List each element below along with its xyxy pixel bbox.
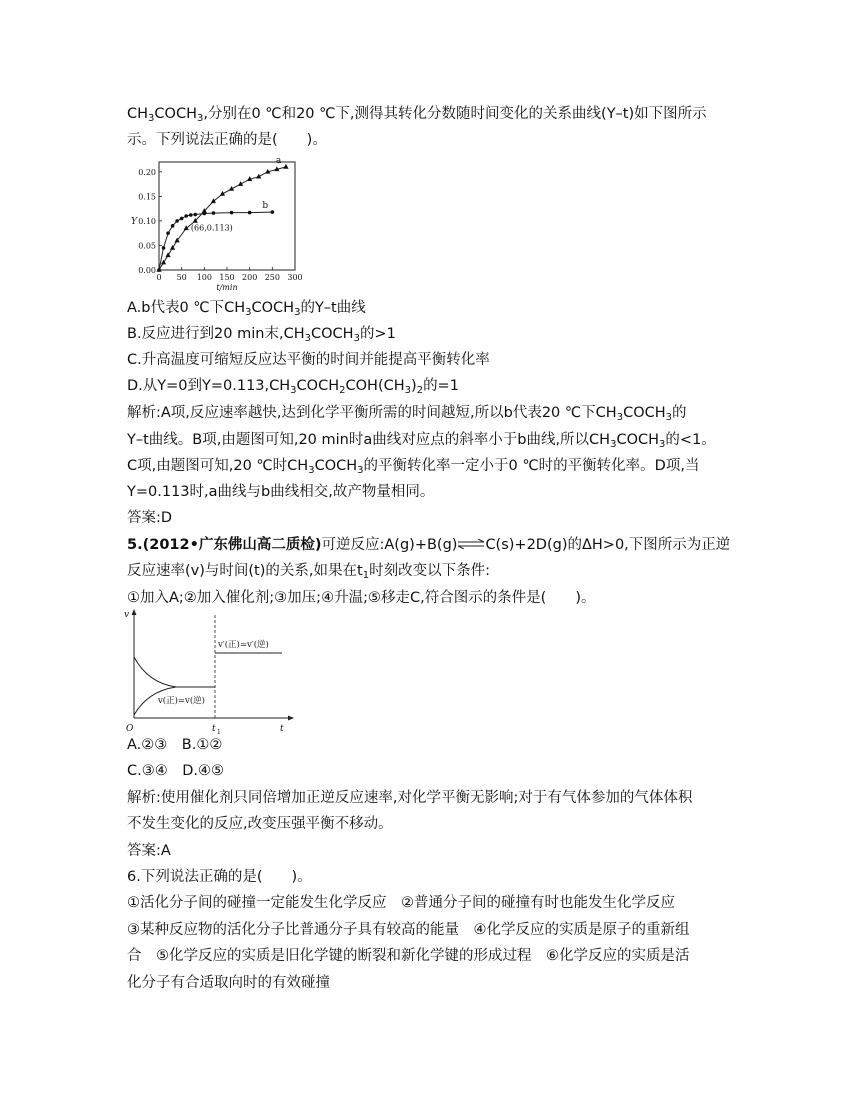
- q4-stem-line-2: 示。下列说法正确的是( )。: [127, 132, 327, 148]
- x-tick-label: 150: [219, 273, 235, 282]
- equilibrium-label-after: v′(正)=v′(逆): [218, 640, 269, 650]
- q4-option-d: D.从Y=0到$Y=0.113,CH_3COCH_2COH(CH_3)_2$的=1: [127, 378, 459, 396]
- x-tick-label: 250: [264, 273, 280, 282]
- q4-analysis-line-3: C项,由题图可知,20 ℃时$CH_3COCH_3$的平衡转化率一定小于0 ℃时的平衡转化率。D项,当: [127, 458, 700, 476]
- x-tick-label: 0: [156, 273, 162, 282]
- q4-answer: 答案:D: [127, 510, 173, 526]
- y-tick-label: 0.00: [138, 266, 156, 275]
- intersection-annotation: (66,0.113): [190, 223, 233, 233]
- t-axis-label: t: [280, 724, 284, 734]
- q4-analysis-line-2: Y–t曲线。B项,由题图可知,20 min时a曲线对应点的斜率小于b曲线,所以$CH_3COCH_3$的<1。: [127, 432, 716, 450]
- rate-time-chart: [122, 607, 297, 737]
- series-a-label: a: [275, 156, 282, 166]
- y-axis-label: Y: [131, 216, 137, 227]
- q5-options-line-1: A.②③ B.①②: [127, 737, 223, 753]
- v-axis-label: v: [124, 610, 130, 620]
- series-b-point: [212, 211, 216, 215]
- series-a-point: [184, 225, 189, 230]
- t1-label: t: [212, 724, 216, 734]
- x-tick-label: 100: [196, 273, 212, 282]
- t1-subscript: 1: [217, 729, 221, 736]
- y-tick-label: 0.05: [138, 241, 156, 251]
- series-b-point: [175, 219, 179, 223]
- series-b-point: [162, 246, 166, 250]
- plot-frame: [159, 162, 295, 270]
- x-tick-label: 200: [242, 273, 258, 282]
- equilibrium-label-before: v(正)=v(逆): [158, 696, 205, 706]
- y-tick-label: 0.20: [138, 167, 156, 177]
- q6-stem: 6.下列说法正确的是( )。: [127, 869, 312, 885]
- series-b-point: [166, 231, 170, 235]
- series-b-point: [189, 213, 193, 217]
- q4-stem-line-1: $CH_3COCH_3$,分别在0 ℃和20 ℃下,测得其转化分数随时间变化的关系曲线(Y–t)如下图所示: [127, 106, 707, 124]
- series-b-point: [271, 210, 275, 214]
- y-tick-label: 0.10: [138, 216, 156, 226]
- conversion-curve-chart: [127, 156, 307, 296]
- q5-stem-line-1: 5.(2012•广东佛山高二质检)可逆反应:A(g)+B(g) C(s)+2D(g)的ΔH>0,下图所示为正逆: [127, 537, 731, 553]
- q4-option-b: B.反应进行到20 min末$,CH_3COCH_3$的>1: [127, 326, 396, 344]
- q5-stem-line-3: ①加入A;②加入催化剂;③加压;④升温;⑤移走C,符合图示的条件是( )。: [127, 590, 596, 606]
- series-a-point: [283, 164, 288, 169]
- q4-analysis-line-1: 解析:A项,反应速率越快,达到化学平衡所需的时间越短,所以b代表20 ℃下$CH_3COCH_3$的: [127, 405, 687, 423]
- series-a-line: [159, 167, 286, 270]
- q5-source: (2012•广东佛山高二质检): [142, 537, 322, 553]
- t-axis-arrow: [288, 716, 294, 721]
- q6-statement-line-1: ①活化分子间的碰撞一定能发生化学反应 ②普通分子间的碰撞有时也能发生化学反应: [127, 895, 675, 911]
- q5-analysis-line-1: 解析:使用催化剂只同倍增加正逆反应速率,对化学平衡无影响;对于有气体参加的气体体积: [127, 790, 693, 806]
- q5-options-line-2: C.③④ D.④⑤: [127, 763, 225, 779]
- v-axis-arrow: [132, 609, 137, 615]
- q5-answer: 答案:A: [127, 843, 171, 859]
- x-tick-label: 50: [176, 273, 187, 282]
- x-tick-label: 300: [287, 273, 303, 282]
- series-a-point: [211, 198, 216, 203]
- y-tick-label: 0.15: [138, 192, 156, 202]
- forward-rate-curve: [134, 657, 176, 687]
- q4-analysis-line-4: Y=0.113时,a曲线与b曲线相交,故产物量相同。: [127, 484, 435, 500]
- x-axis-label: t/min: [216, 283, 238, 292]
- series-b-point: [230, 211, 234, 215]
- q4-option-c: C.升高温度可缩短反应达平衡的时间并能提高平衡转化率: [127, 352, 490, 368]
- series-b-point: [193, 213, 197, 217]
- series-b-point: [248, 211, 252, 215]
- q4-option-a: A.b代表0 ℃下$CH_3COCH_3$的Y–t曲线: [127, 300, 366, 318]
- q5-number: 5.: [127, 537, 143, 553]
- series-b-label: b: [262, 201, 269, 212]
- q6-statement-line-3: 合 ⑤化学反应的实质是旧化学键的断裂和新化学键的形成过程 ⑥化学反应的实质是活: [127, 948, 690, 964]
- series-b-point: [180, 217, 184, 221]
- series-b-point: [203, 212, 207, 216]
- series-b-point: [171, 224, 175, 228]
- origin-label: O: [126, 724, 134, 734]
- q6-statement-line-4: 化分子有合适取向时的有效碰撞: [127, 975, 330, 991]
- reversible-arrow-icon: [457, 535, 485, 555]
- q5-stem-line-2: 反应速率(v)与时间(t)的关系,如果在$t_1$时刻改变以下条件:: [127, 563, 490, 581]
- series-b-point: [157, 268, 161, 272]
- q6-statement-line-2: ③某种反应物的活化分子比普通分子具有较高的能量 ④化学反应的实质是原子的重新组: [127, 922, 690, 938]
- q5-analysis-line-2: 不发生变化的反应,改变压强平衡不移动。: [127, 816, 393, 832]
- series-b-point: [184, 214, 188, 218]
